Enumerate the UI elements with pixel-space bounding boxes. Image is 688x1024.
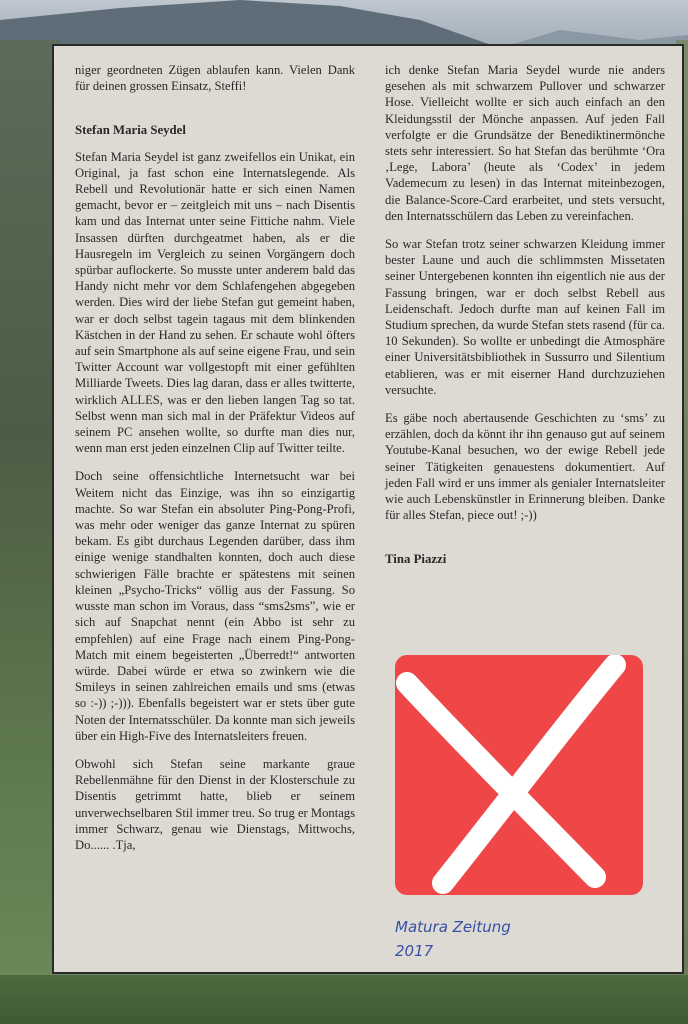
left-column bbox=[75, 62, 355, 865]
meadow-bottom bbox=[0, 975, 688, 1024]
handwritten-note bbox=[395, 915, 511, 963]
paragraph: ich denke Stefan Maria Seydel wurde nie anders gesehen als mit schwarzem Pullover und schwarzer Hose. Vielleicht wollte er sich auch einfach an den Kleidungsstil der Mönche anpassen. Auf jeden Fall verfolgte er die Grundsätze der Benediktinermönche stets sehr interessiert. So hat Stefan das berühmte ‘Ora ‚Lege, Labora’ (heute als ‘Codex’ in jedem Vademecum zu lesen) in das Internat miteinbezogen, die Balance-Score-Card erarbeitet, und stets versucht, den Internatsschülern das Leben zu vereinfachen. bbox=[385, 63, 665, 223]
note-line-2: 2017 bbox=[395, 942, 434, 960]
note-line-1: Matura Zeitung bbox=[395, 918, 511, 936]
redaction-block bbox=[395, 655, 643, 895]
forest-edge-left bbox=[0, 40, 60, 1024]
right-column bbox=[385, 62, 665, 578]
paragraph: Stefan Maria Seydel ist ganz zweifellos ein Unikat, ein Original, ja fast schon eine Internatslegende. Als Rebell und Revolutionär hatte er sich einen Namen gemacht, bevor er – zeitgleich mit uns – nach Disentis kam und das Internat unter seine Fittiche nahm. Viele Insassen dürften durchgeatmet haben, als er die Hausregeln im Vergleich zu seinen Vorgängern doch spürbar auflockerte. So musste unter anderem bald das Handy nicht mehr vor dem Schlafengehen abgegeben werden. Dies wird der liebe Stefan gut gemeint haben, war er doch selbst tagein tagaus mit dem blinkenden Kästchen in der Hand zu sehen. Er schaute wohl öfters auf sein Smartphone als auf seine eigene Frau, und sein Twitter Account war vollgestopft mit einer gefühlten Milliarde Tweets. Dies lag daran, dass er alles twitterte, wirklich ALLES, was er den lieben langen Tag so tat. Selbst wenn man sich mal in der Präfektur Videos auf seinem PC ansehen wollte, so durfte man dies nur, wenn man erst jeden einzelnen Clip auf Twitter teilte. bbox=[75, 149, 355, 456]
cross-icon bbox=[395, 655, 643, 895]
heading-tina: Tina Piazzi bbox=[385, 552, 447, 567]
paragraph: Es gäbe noch abertausende Geschichten zu ‘sms’ zu erzählen, doch da könnt ihr ihn genauso gut auf seinem Youtube-Kanal besuchen, wo der ewige Rebell jede seiner Tätigkeiten genauestens dokumentiert. Auf jeden Fall wird er uns immer als genialer Internatsleiter wie auch Lebenskünstler in Erinnerung bleiben. Danke für alles Stefan, piece out! ;-)) bbox=[385, 411, 665, 523]
intro-paragraph: niger geordneten Zügen ablaufen kann. Vielen Dank für deinen grossen Einsatz, Steffi! bbox=[75, 63, 355, 94]
heading-stefan: Stefan Maria Seydel bbox=[75, 123, 186, 138]
paragraph: Obwohl sich Stefan seine markante graue Rebellenmähne für den Dienst in der Klosterschule zu Disentis getrimmt hatte, blieb er seinem unverwechselbaren Stil immer treu. So trug er Montags immer Schwarz, genau wie Dienstags, Mittwochs, Do...... .Tja, bbox=[75, 756, 355, 852]
paragraph: So war Stefan trotz seiner schwarzen Kleidung immer bester Laune und auch die schlimmsten Missetaten seiner Untergebenen konnten ihn eigentlich nie aus der Fassung bringen, war er doch selbst Rebell aus Leidenschaft. Jedoch durfte man auf keinen Fall im Studium sprechen, da wurde Stefan stets rasend (für ca. 10 Sekunden). So wollte er unbedingt die Atmosphäre einer Universitätsbibliothek in Sussurro und Silentium etablieren, was er mit eiserner Hand durchzuziehen versuchte. bbox=[385, 237, 665, 397]
paragraph: Doch seine offensichtliche Internetsucht war bei Weitem nicht das Einzige, was ihn so einzigartig machte. So war Stefan ein absoluter Ping-Pong-Profi, was mehr oder weniger das ganze Internat zu spüren bekam. Es gibt durchaus Legenden darüber, dass ihm einige wenige standhalten konnten, doch auch diese schwierigen Fälle brachte er spätestens mit seinen kleinen „Psycho-Tricks“ völlig aus der Fassung. So wusste man schon im Voraus, dass “sms2sms”, wie er sich auf Snapchat nennt (ein Abbo ist sehr zu empfehlen) auf eine Frage nach einem Ping-Pong-Match mit einem begeisterten „Überredt!“ antworten würde. Dabei würde er etwa so zwinkern wie die Smileys in seinen zahlreichen emails und sms (etwas so :-)) ;-))). Ebenfalls begeistert war er stets über gute Noten der Internatsschüler. Da konnte man sich jeweils über ein High-Five des Internatsleiters freuen. bbox=[75, 469, 355, 743]
